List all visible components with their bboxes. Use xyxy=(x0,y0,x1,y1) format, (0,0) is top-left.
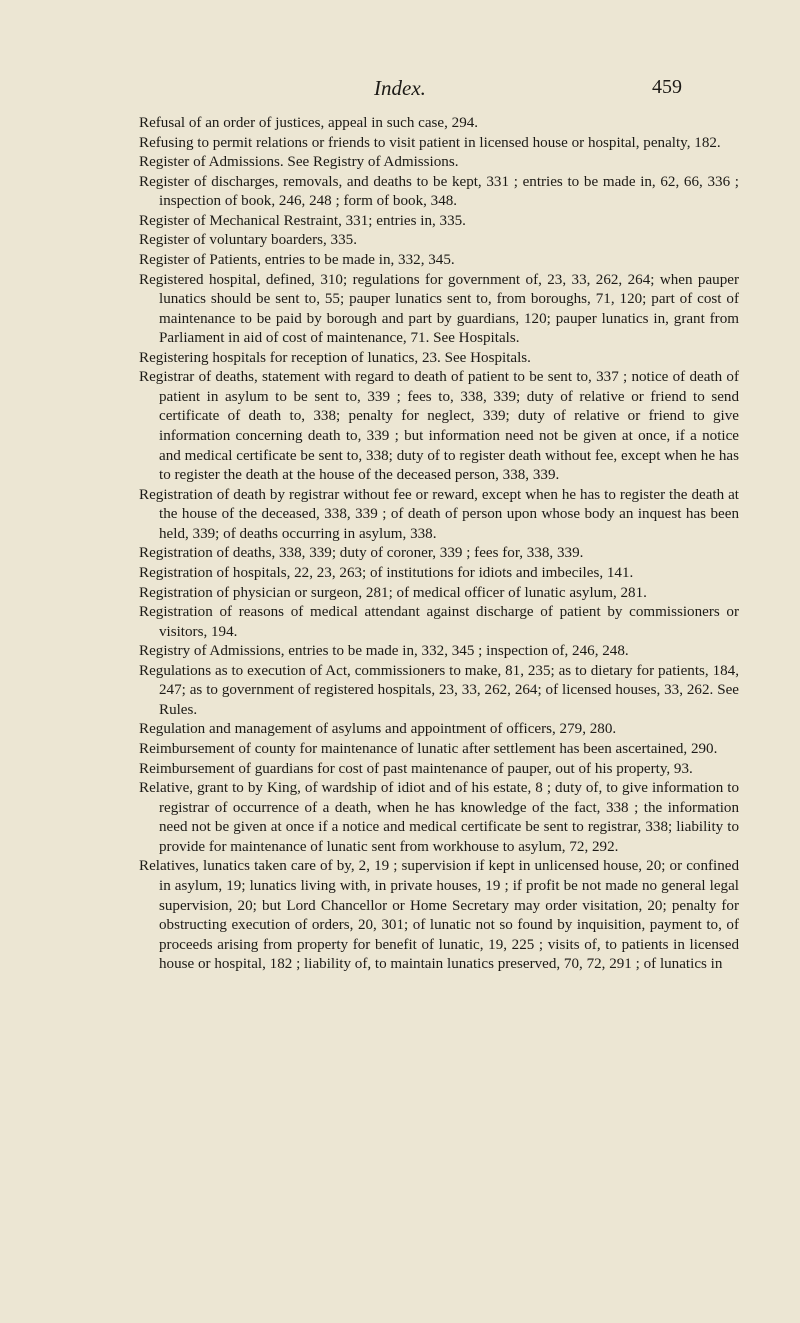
index-entry: Register of Patients, entries to be made in, 332, 345. xyxy=(139,251,455,268)
index-entry: Registering hospitals for reception of lunatics, 23. See Hospitals. xyxy=(139,349,531,366)
page-title: Index. xyxy=(374,76,426,100)
index-entry: Registration of physician or surgeon, 281; of medical officer of lunatic asylum, 281. xyxy=(139,584,647,601)
index-entry: Reimbursement of county for maintenance of lunatic after settlement has been ascertained, 290. xyxy=(139,741,718,757)
index-entry: Relatives, lunatics taken care of by, 2, 19 ; supervision if kept in unlicensed house, 20; or confined in asylum, 19; lunatics living with, in private houses, 19 ; if profit be not made no general legal supervision, 20; but Lord Chancellor or Home Secretary may order visitation, 20; penalty for obstructing execution of orders, 20, 301; of lunatic not so found by inquisition, payment to, of proceeds arising from property for benefit of lunatic, 19, 225 ; visits of, to patients in licensed house or hospital, 182 ; liability of, to maintain lunatics preserved, 70, 72, 291 ; of lunatics in xyxy=(139,858,739,973)
index-entry: Reimbursement of guardians for cost of past maintenance of pauper, out of his property, 93. xyxy=(139,760,693,777)
index-entry: Registrar of deaths, statement with regard to death of patient to be sent to, 337 ; notice of death of patient in asylum to be sent to, 339 ; fees to, 338, 339; duty of relative or friend to send certificate of death to, 338; penalty for neglect, 339; duty of relative or friend to give information concerning death to, 339 ; but information need not be given at once, if a notice and medical certificate be sent to, 338; duty of to register death without fee, except when he has to register the death at the house of the deceased person, 338, 339. xyxy=(139,369,739,484)
index-entry: Registered hospital, defined, 310; regulations for government of, 23, 33, 262, 264; when pauper lunatics should be sent to, 55; pauper lunatics sent to, from boroughs, 71, 120; part of cost of maintenance to be paid by borough and part by guardians, 120; pauper lunatics in, grant from Parliament in aid of cost of maintenance, 71. See Hospitals. xyxy=(139,271,739,347)
index-entry: Registration of hospitals, 22, 23, 263; of institutions for idiots and imbeciles, 141. xyxy=(139,564,634,581)
index-entry: Register of Mechanical Restraint, 331; entries in, 335. xyxy=(139,212,466,229)
running-header xyxy=(0,76,800,102)
index-entry: Relative, grant to by King, of wardship of idiot and of his estate, 8 ; duty of, to give information to registrar of occurrence of a death, when he has knowledge of the fact, 338 ; the information need not be given at once if a notice and medical certificate be sent to registrar, 338; liability to provide for maintenance of lunatic sent from workhouse to asylum, 72, 292. xyxy=(139,780,739,855)
index-entries xyxy=(139,114,739,975)
index-entry: Register of discharges, removals, and deaths to be kept, 331 ; entries to be made in, 62, 66, 336 ; inspection of book, 246, 248 ; form of book, 348. xyxy=(139,173,739,210)
index-entry: Registration of death by registrar without fee or reward, except when he has to register the death at the house of the deceased, 338, 339 ; of death of person upon whose body an inquest has been held, 339; of deaths occurring in asylum, 338. xyxy=(139,486,739,542)
index-entry: Regulation and management of asylums and appointment of officers, 279, 280. xyxy=(139,721,617,738)
index-entry: Refusal of an order of justices, appeal in such case, 294. xyxy=(139,115,479,131)
index-entry: Register of Admissions. See Registry of Admissions. xyxy=(139,154,459,171)
index-entry: Refusing to permit relations or friends to visit patient in licensed house or hospital, penalty, 182. xyxy=(139,134,721,151)
index-entry: Registration of reasons of medical attendant against discharge of patient by commissioners or visitors, 194. xyxy=(139,604,739,640)
page-number: 459 xyxy=(652,76,682,98)
index-entry: Register of voluntary boarders, 335. xyxy=(139,232,357,249)
index-entry: Registry of Admissions, entries to be made in, 332, 345 ; inspection of, 246, 248. xyxy=(139,643,629,660)
index-entry: Registration of deaths, 338, 339; duty of coroner, 339 ; fees for, 338, 339. xyxy=(139,545,584,562)
index-entry: Regulations as to execution of Act, commissioners to make, 81, 235; as to dietary for patients, 184, 247; as to government of registered hospitals, 23, 33, 262, 264; of licensed houses, 33, 262. See Rules. xyxy=(139,662,739,718)
